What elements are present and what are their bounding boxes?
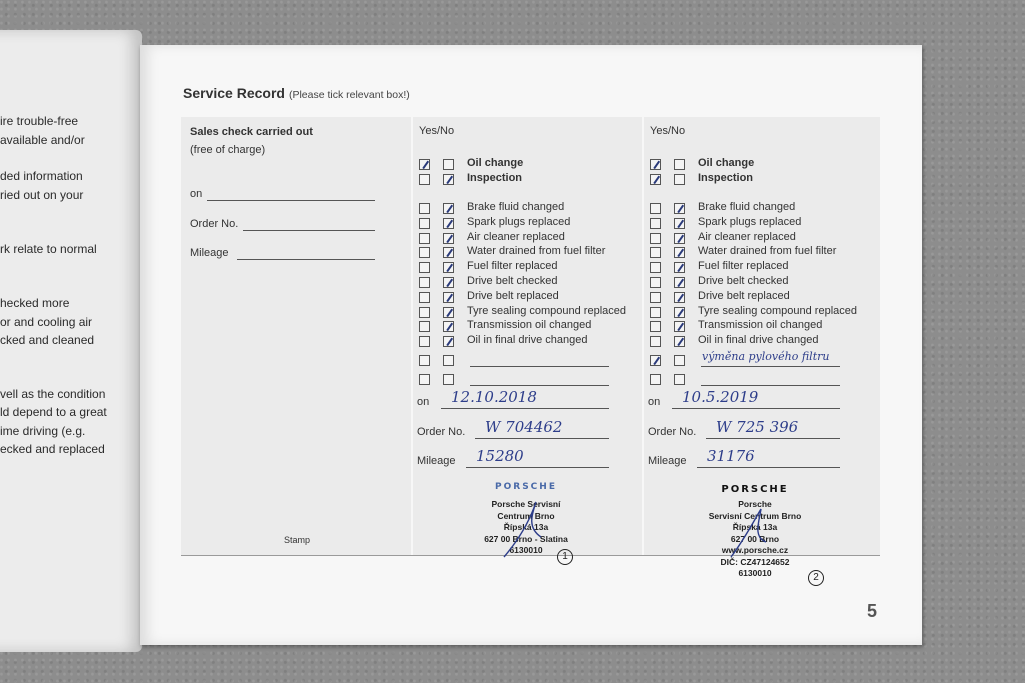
service-item-label: Water drained from fuel filter — [467, 245, 606, 258]
left-page-text-line: ime driving (e.g. — [0, 424, 86, 438]
left-page-text-line: ded information — [0, 169, 83, 183]
no-checkbox[interactable] — [443, 203, 454, 214]
yes-checkbox[interactable] — [650, 218, 661, 229]
date-handwriting: 10.5.2019 — [682, 388, 759, 406]
title-hint: (Please tick relevant box!) — [288, 89, 410, 101]
no-checkbox[interactable] — [674, 307, 685, 318]
no-checkbox[interactable] — [443, 159, 454, 170]
stamp-line: Centrum Brno — [497, 510, 555, 521]
service-item-label: Air cleaner replaced — [467, 230, 565, 243]
yes-checkbox[interactable] — [419, 374, 430, 385]
extra-item-line[interactable] — [701, 366, 840, 367]
service-item-label: Inspection — [467, 172, 523, 184]
no-checkbox[interactable] — [443, 355, 454, 366]
left-page-text-line: or and cooling air — [0, 315, 93, 329]
no-checkbox[interactable] — [674, 247, 685, 258]
column-divider — [642, 117, 644, 555]
service-item-label: Spark plugs replaced — [698, 215, 802, 228]
no-checkbox[interactable] — [674, 159, 685, 170]
stamp-label: Stamp — [284, 535, 311, 545]
no-checkbox[interactable] — [674, 218, 685, 229]
no-checkbox[interactable] — [674, 292, 685, 303]
left-page-text-line: rk relate to normal — [0, 242, 97, 256]
left-page-text-line: ld depend to a great — [0, 405, 107, 419]
stamp-number: 1 — [557, 549, 573, 565]
service-item-label: Air cleaner replaced — [698, 230, 796, 243]
no-checkbox[interactable] — [443, 374, 454, 385]
service-item-label: Inspection — [698, 172, 754, 184]
yes-checkbox[interactable] — [419, 159, 430, 170]
yes-checkbox[interactable] — [650, 374, 661, 385]
no-checkbox[interactable] — [443, 233, 454, 244]
stamp-line: 627 00 Brno - Slatina — [484, 533, 568, 544]
yes-checkbox[interactable] — [650, 159, 661, 170]
service-item-label: Oil change — [467, 157, 524, 169]
stamp-line: Servisní Centrum Brno — [708, 510, 802, 521]
porsche-logo: PORSCHE — [495, 482, 557, 492]
extra-item-handwriting: výměna pylového filtru — [702, 350, 830, 363]
yes-checkbox[interactable] — [650, 277, 661, 288]
no-checkbox[interactable] — [674, 262, 685, 273]
yes-checkbox[interactable] — [419, 174, 430, 185]
stamp-line: Řípská 13a — [503, 522, 549, 532]
service-item-label: Transmission oil changed — [467, 319, 592, 332]
yes-checkbox[interactable] — [419, 262, 430, 273]
sales-order-line[interactable] — [243, 230, 375, 231]
service-record-page — [140, 45, 922, 645]
yes-checkbox[interactable] — [650, 203, 661, 214]
service-item-label: Water drained from fuel filter — [698, 245, 837, 258]
date-line[interactable] — [672, 408, 840, 409]
sales-check-subtitle: (free of charge) — [190, 144, 266, 156]
yes-checkbox[interactable] — [419, 218, 430, 229]
yes-checkbox[interactable] — [419, 247, 430, 258]
service-item-label: Oil change — [698, 157, 755, 169]
yes-checkbox[interactable] — [650, 292, 661, 303]
date-handwriting: 12.10.2018 — [451, 388, 537, 406]
stamp-line: 6130010 — [509, 545, 543, 555]
title-text: Service Record — [183, 85, 285, 101]
yes-checkbox[interactable] — [419, 277, 430, 288]
no-checkbox[interactable] — [674, 233, 685, 244]
yes-no-header: Yes/No — [650, 125, 686, 137]
yes-checkbox[interactable] — [419, 321, 430, 332]
no-checkbox[interactable] — [443, 262, 454, 273]
stamp-line: Porsche — [738, 499, 772, 509]
no-checkbox[interactable] — [674, 336, 685, 347]
no-checkbox[interactable] — [443, 174, 454, 185]
service-record-form — [181, 117, 880, 583]
stamp-number: 2 — [808, 570, 824, 586]
yes-checkbox[interactable] — [650, 174, 661, 185]
stamp-line: www.porsche.cz — [721, 545, 789, 555]
service-item-label: Drive belt replaced — [698, 289, 790, 302]
page-number: 5 — [867, 601, 878, 621]
yes-checkbox[interactable] — [650, 336, 661, 347]
date-label: on — [417, 396, 430, 408]
left-page-text-line: ire trouble-free — [0, 114, 79, 128]
yes-checkbox[interactable] — [650, 247, 661, 258]
no-checkbox[interactable] — [674, 321, 685, 332]
column-divider — [411, 117, 413, 555]
left-page — [0, 30, 142, 652]
sales-mileage-label: Mileage — [190, 247, 229, 259]
left-page-text-line: ecked and replaced — [0, 442, 105, 456]
no-checkbox[interactable] — [674, 374, 685, 385]
no-checkbox[interactable] — [674, 174, 685, 185]
yes-checkbox[interactable] — [419, 203, 430, 214]
service-item-label: Oil in final drive changed — [467, 334, 588, 347]
sales-order-label: Order No. — [190, 218, 239, 230]
service-item-label: Fuel filter replaced — [698, 260, 789, 273]
service-item-label: Drive belt checked — [698, 275, 789, 287]
no-checkbox[interactable] — [674, 355, 685, 366]
order-line[interactable] — [475, 438, 609, 439]
date-line[interactable] — [441, 408, 609, 409]
mileage-handwriting: 15280 — [476, 447, 524, 465]
yes-checkbox[interactable] — [419, 336, 430, 347]
service-item-label: Brake fluid changed — [698, 201, 796, 213]
mileage-handwriting: 31176 — [707, 447, 755, 465]
yes-checkbox[interactable] — [419, 233, 430, 244]
stamp-line: DIČ: CZ47124652 — [720, 556, 790, 567]
yes-checkbox[interactable] — [650, 307, 661, 318]
left-page-text-line: available and/or — [0, 133, 85, 147]
no-checkbox[interactable] — [674, 203, 685, 214]
left-page-text-line: vell as the condition — [0, 387, 106, 401]
left-page-text-line: cked and cleaned — [0, 333, 95, 347]
order-label: Order No. — [417, 426, 466, 438]
service-item-label: Drive belt replaced — [467, 289, 559, 302]
page-title — [183, 85, 410, 101]
no-checkbox[interactable] — [443, 321, 454, 332]
sales-on-label: on — [190, 188, 203, 200]
sales-mileage-line[interactable] — [237, 259, 375, 260]
sales-check-title: Sales check carried out — [190, 126, 313, 138]
no-checkbox[interactable] — [674, 277, 685, 288]
order-line[interactable] — [706, 438, 840, 439]
service-item-label: Oil in final drive changed — [698, 334, 819, 347]
extra-item-line[interactable] — [701, 385, 840, 386]
yes-no-header: Yes/No — [419, 125, 455, 137]
date-label: on — [648, 396, 661, 408]
mileage-line[interactable] — [466, 467, 609, 468]
no-checkbox[interactable] — [443, 292, 454, 303]
mileage-label: Mileage — [648, 455, 687, 467]
service-item-label: Tyre sealing compound replaced — [467, 304, 626, 317]
no-checkbox[interactable] — [443, 277, 454, 288]
service-item-label: Drive belt checked — [467, 275, 558, 287]
yes-checkbox[interactable] — [650, 321, 661, 332]
porsche-logo: PORSCHE — [721, 484, 789, 495]
yes-checkbox[interactable] — [650, 355, 661, 366]
order-label: Order No. — [648, 426, 697, 438]
service-item-label: Transmission oil changed — [698, 319, 823, 332]
service-item-label: Tyre sealing compound replaced — [698, 304, 857, 317]
stamp-line: 627 00 Brno — [730, 533, 780, 544]
order-handwriting: W 704462 — [485, 418, 563, 436]
mileage-line[interactable] — [697, 467, 840, 468]
service-item-label: Spark plugs replaced — [467, 215, 571, 228]
left-page-text-line: hecked more — [0, 296, 70, 310]
stamp-line: 6130010 — [738, 568, 772, 578]
yes-checkbox[interactable] — [419, 307, 430, 318]
no-checkbox[interactable] — [443, 307, 454, 318]
extra-item-line[interactable] — [470, 385, 609, 386]
no-checkbox[interactable] — [443, 247, 454, 258]
yes-checkbox[interactable] — [650, 262, 661, 273]
yes-checkbox[interactable] — [419, 292, 430, 303]
yes-checkbox[interactable] — [650, 233, 661, 244]
yes-checkbox[interactable] — [419, 355, 430, 366]
extra-item-line[interactable] — [470, 366, 609, 367]
left-page-text-line: ried out on your — [0, 188, 84, 202]
sales-on-line[interactable] — [207, 200, 375, 201]
no-checkbox[interactable] — [443, 218, 454, 229]
service-item-label: Brake fluid changed — [467, 201, 565, 213]
order-handwriting: W 725 396 — [716, 418, 799, 436]
stamp-line: Řípská 13a — [732, 522, 778, 532]
stamp-line: Porsche Servisní — [491, 499, 561, 509]
no-checkbox[interactable] — [443, 336, 454, 347]
service-item-label: Fuel filter replaced — [467, 260, 558, 273]
mileage-label: Mileage — [417, 455, 456, 467]
